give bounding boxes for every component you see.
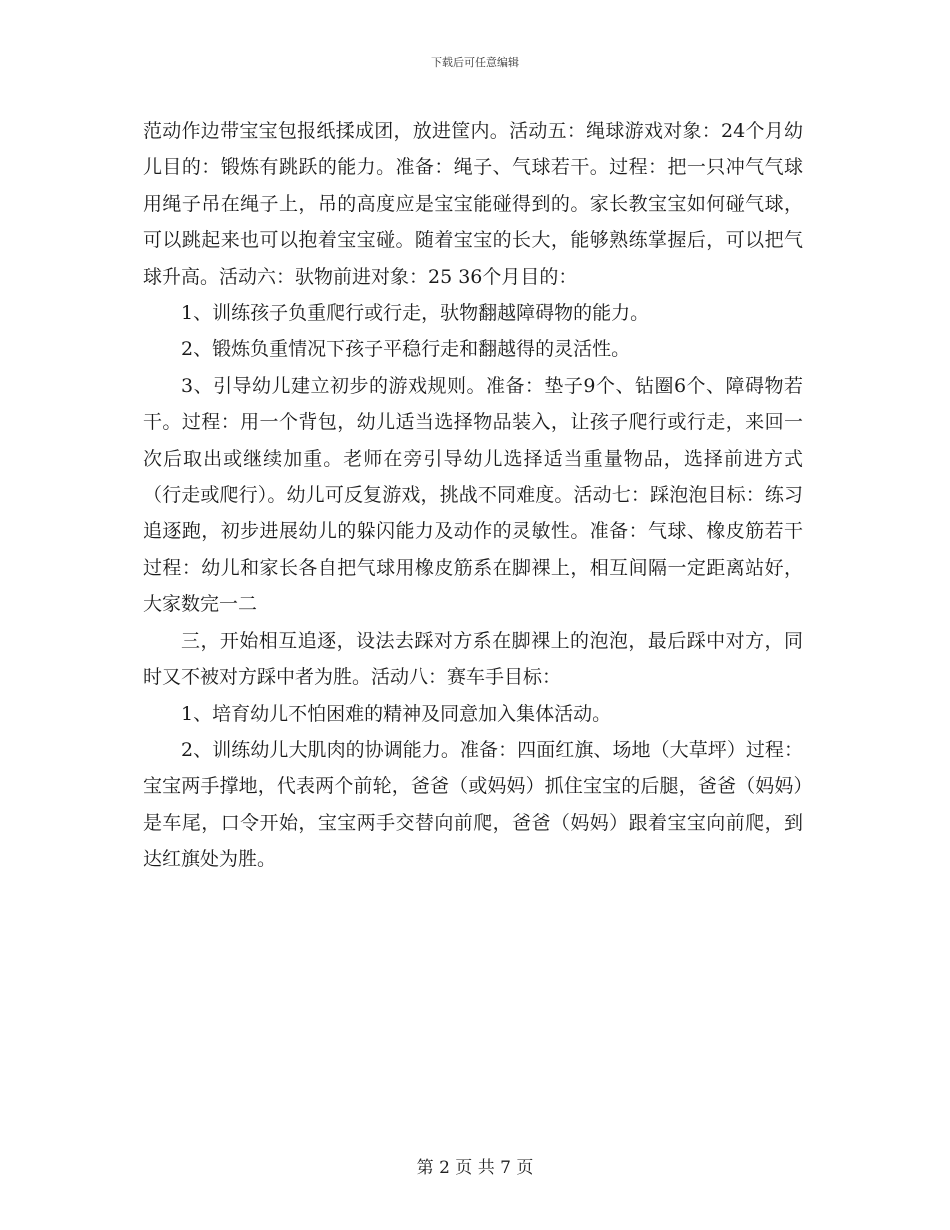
paragraph-5: 三，开始相互追逐，设法去踩对方系在脚裸上的泡泡，最后踩中对方，同时又不被对方踩中者为胜。活动八：赛车手目标：: [143, 629, 803, 689]
paragraph-2: 1、训练孩子负重爬行或行走，驮物翻越障碍物的能力。: [181, 302, 650, 325]
paragraph-4: 3、引导幼儿建立初步的游戏规则。准备：垫子9个、钻圈6个、障碍物若干。过程：用一个背包，幼儿适当选择物品装入，让孩子爬行或行走，来回一次后取出或继续加重。老师在旁引导幼儿选择适当重量物品，选择前进方式（行走或爬行）。幼儿可反复游戏，挑战不同难度。活动七：踩泡泡目标：练习追逐跑，初步进展幼儿的躲闪能力及动作的灵敏性。准备：气球、橡皮筋若干过程：幼儿和家长各自把气球用橡皮筋系在脚裸上，相互间隔一定距离站好，大家数完一二: [143, 374, 803, 616]
paragraph-6: 1、培育幼儿不怕困难的精神及同意加入集体活动。: [181, 702, 612, 725]
paragraph-3: 2、锻炼负重情况下孩子平稳行走和翻越得的灵活性。: [181, 338, 631, 361]
paragraph-7: 2、训练幼儿大肌肉的协调能力。准备：四面红旗、场地（大草坪）过程：宝宝两手撑地，代表两个前轮，爸爸（或妈妈）抓住宝宝的后腿，爸爸（妈妈）是车尾，口令开始，宝宝两手交替向前爬，爸爸（妈妈）跟着宝宝向前爬，到达红旗处为胜。: [143, 738, 803, 871]
document-body: [143, 113, 803, 878]
paragraph-1: 范动作边带宝宝包报纸揉成团，放进筐内。活动五：绳球游戏对象：24个月幼儿目的：锻炼有跳跃的能力。准备：绳子、气球若干。过程：把一只冲气气球用绳子吊在绳子上，吊的高度应是宝宝能碰得到的。家长教宝宝如何碰气球，可以跳起来也可以抱着宝宝碰。随着宝宝的长大，能够熟练掌握后，可以把气球升高。活动六：驮物前进对象：25 36个月目的：: [143, 120, 803, 288]
page-footer: 第 2 页 共 7 页: [416, 1158, 534, 1178]
page-header: 下载后可任意编辑: [431, 56, 519, 69]
